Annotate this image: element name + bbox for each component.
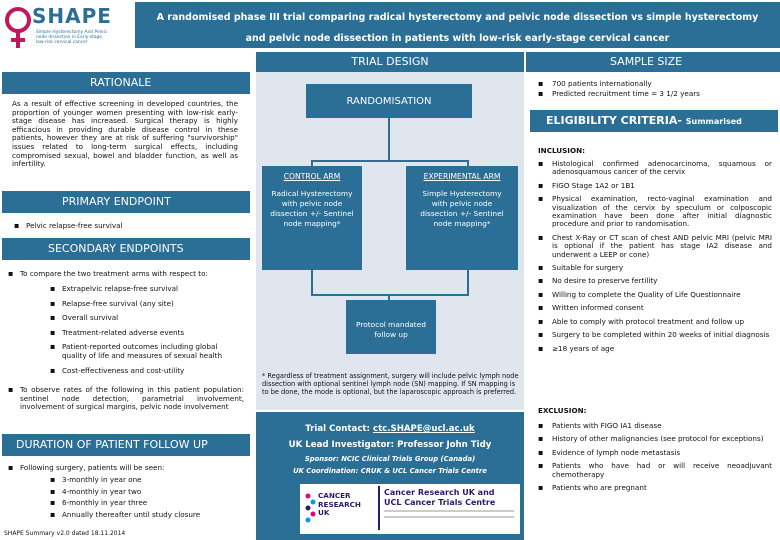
list-item: ▪ Cost-effectiveness and cost-utility (40, 367, 240, 376)
partner-logos (300, 484, 520, 534)
shape-logo (2, 2, 132, 60)
connector-line (388, 118, 390, 162)
rationale-heading: RATIONALE (2, 72, 250, 94)
sample-size-heading: SAMPLE SIZE (526, 52, 780, 72)
inclusion-list (536, 160, 772, 358)
experimental-arm-title: EXPERIMENTAL ARM (423, 172, 501, 181)
list-item: ▪ Chest X-Ray or CT scan of chest AND pelvic MRI (pelvic MRI is optional if the patient has stage IA2 disease and underwent a LEEP or cone) (536, 234, 772, 259)
ucl-ctc-logo-text: Cancer Research UK and UCL Cancer Trials Centre (384, 488, 496, 507)
list-item: ▪ Patients who have had or will receive neoadjuvant chemotherapy (536, 462, 772, 479)
list-item: ▪ To observe rates of the following in this patient population: sentinel node detection, parametrial involvement, involvement of surgical margins, pelvic node involvement (6, 386, 244, 412)
trial-contact-line (256, 424, 524, 434)
list-item: ▪ Extrapelvic relapse-free survival (40, 285, 240, 294)
header-title-line2: and pelvic node dissection in patients with low-risk early-stage cervical cancer (245, 33, 670, 44)
list-item: ▪ Predicted recruitment time = 3 1/2 years (536, 90, 772, 98)
lead-investigator: UK Lead Investigator: Professor John Tidy (288, 440, 492, 450)
experimental-arm-box (406, 166, 518, 270)
trial-contact-label: Trial Contact: (305, 424, 370, 434)
list-item: ▪ ≥18 years of age (536, 345, 772, 353)
secondary-endpoints-observe (6, 386, 244, 416)
list-item: ▪ 3-monthly in year one (40, 476, 240, 485)
control-arm-title: CONTROL ARM (283, 172, 341, 181)
secondary-endpoints-intro (6, 270, 244, 283)
list-item: ▪ Patients who are pregnant (536, 484, 772, 492)
connector-line (311, 270, 313, 296)
primary-endpoint-list (12, 222, 242, 235)
eligibility-heading-small: Summarised (685, 117, 742, 126)
trial-design-heading: TRIAL DESIGN (256, 52, 524, 72)
connector-line (311, 294, 469, 296)
header-banner (135, 2, 780, 48)
list-item: ▪ Relapse-free survival (any site) (40, 300, 240, 309)
list-item: ▪ History of other malignancies (see protocol for exceptions) (536, 435, 772, 443)
list-item: ▪ 700 patients internationally (536, 80, 772, 88)
list-item: ▪ Annually thereafter until study closure (40, 511, 240, 520)
protocol-follow-up-box: Protocol mandated follow up (346, 300, 436, 354)
follow-up-list (40, 476, 240, 522)
follow-up-heading: DURATION OF PATIENT FOLLOW UP (2, 434, 250, 456)
list-item: ▪ Written informed consent (536, 304, 772, 312)
list-item: ▪ Patient-reported outcomes including global quality of life and measures of sexual health (40, 343, 240, 360)
list-item: ▪ 4-monthly in year two (40, 488, 240, 497)
summary-version-note: SHAPE Summary v2.0 dated 18.11.2014 (4, 530, 126, 537)
inclusion-label: INCLUSION: (538, 146, 585, 155)
address-placeholder-line (384, 516, 514, 518)
logo-wordmark: SHAPE (32, 4, 112, 28)
connector-line (467, 270, 469, 296)
cruk-logo-icon (304, 490, 314, 526)
control-arm-text: Radical Hysterectomy with pelvic node dissection +/- Sentinel node mapping* (270, 189, 354, 228)
list-item: ▪ Able to comply with protocol treatment and follow up (536, 318, 772, 326)
primary-endpoint-heading: PRIMARY ENDPOINT (2, 191, 250, 213)
trial-contact-email-link[interactable]: ctc.SHAPE@ucl.ac.uk (372, 424, 475, 434)
secondary-endpoints-heading: SECONDARY ENDPOINTS (2, 238, 250, 260)
list-item: ▪ To compare the two treatment arms with respect to: (6, 270, 244, 279)
cruk-logo-text: CANCER RESEARCH UK (318, 491, 361, 518)
control-arm-box (262, 166, 362, 270)
list-item: ▪ Following surgery, patients will be seen: (6, 464, 244, 473)
logo-divider (378, 486, 380, 530)
list-item: ▪ Willing to complete the Quality of Life Questionnaire (536, 291, 772, 299)
exclusion-list (536, 422, 772, 497)
trial-design-footnote: * Regardless of treatment assignment, surgery will include pelvic lymph node dissection with optional sentinel lymph node (SN) mapping. If SN mapping is to be done, the mode is optional, but the laparoscopic approach is preferred. (262, 372, 519, 396)
list-item: ▪ Treatment-related adverse events (40, 329, 240, 338)
list-item: ▪ Evidence of lymph node metastasis (536, 449, 772, 457)
list-item: ▪ 6-monthly in year three (40, 499, 240, 508)
sample-size-list (536, 80, 772, 104)
list-item: ▪ Histological confirmed adenocarcinoma, squamous or adenosquamous cancer of the cervix (536, 160, 772, 177)
rationale-text: As a result of effective screening in developed countries, the proportion of younger women presenting with low-risk early-stage disease has increased. Surgical therapy is highly efficacious in providing durable disease control in these patients, however they are at risk of suffering "survivorship" issues related to long-term surgical effects, including compromised sexual, bowel and bladder function, as well as infertility. (12, 99, 238, 169)
randomisation-box: RANDOMISATION (306, 84, 472, 118)
header-title-line1: A randomised phase III trial comparing radical hysterectomy and pelvic node dissection vs simple hysterectomy (156, 12, 759, 23)
list-item: ▪ No desire to preserve fertility (536, 277, 772, 285)
list-item: ▪ Patients with FIGO IA1 disease (536, 422, 772, 430)
experimental-arm-text: Simple Hysterectomy with pelvic node dissection +/- Sentinel node mapping* (420, 189, 504, 228)
list-item: ▪ Suitable for surgery (536, 264, 772, 272)
eligibility-heading (530, 110, 778, 132)
sponsor-line: Sponsor: NCIC Clinical Trials Group (Canada) (304, 455, 476, 463)
list-item: ▪ Surgery to be completed within 20 weeks of initial diagnosis (536, 331, 772, 339)
list-item: ▪ Pelvic relapse-free survival (12, 222, 242, 231)
secondary-endpoints-list (40, 285, 240, 381)
address-placeholder-line (384, 510, 514, 512)
coordination-line: UK Coordination: CRUK & UCL Cancer Trials Centre (293, 467, 487, 475)
logo-tagline: Simple Hysterectomy And Pelvic node dissection in Early-stage low-risk cervical cancer (36, 30, 108, 46)
list-item: ▪ FIGO Stage 1A2 or 1B1 (536, 182, 772, 190)
list-item: ▪ Physical examination, recto-vaginal examination and visualization of the cervix by speculum or colposcopic examination have been done after initial diagnostic procedure and prior to randomisation. (536, 195, 772, 229)
eligibility-heading-main: ELIGIBILITY CRITERIA- (546, 114, 682, 127)
exclusion-label: EXCLUSION: (538, 406, 587, 415)
connector-line (311, 160, 469, 162)
list-item: ▪ Overall survival (40, 314, 240, 323)
